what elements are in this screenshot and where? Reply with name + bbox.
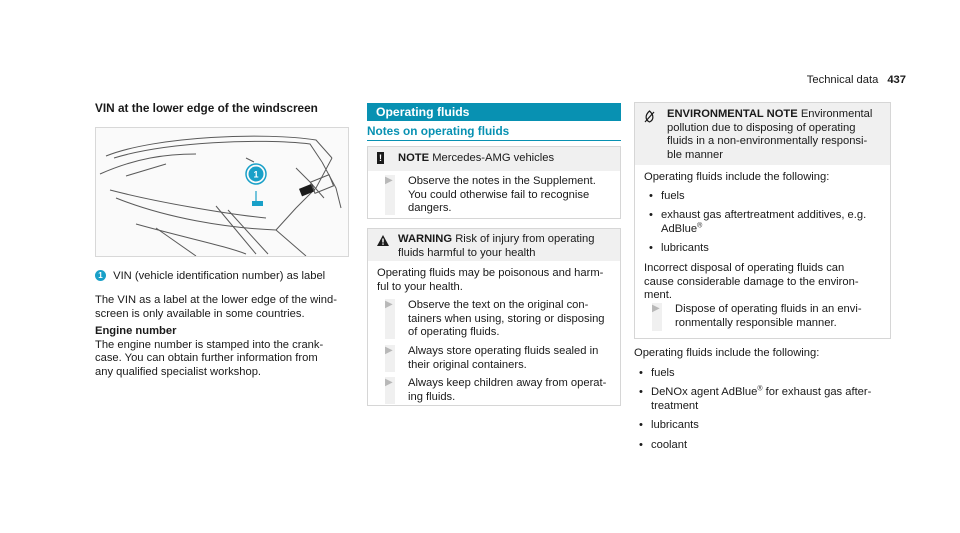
note-title: Mercedes-AMG vehicles — [432, 152, 555, 164]
text-line: Always keep children away from operat- — [408, 377, 607, 389]
windscreen-illustration — [95, 127, 349, 257]
text-line: fluids harmful to your health — [398, 246, 536, 259]
text-line: ment. — [644, 289, 672, 302]
environmental-note-box — [634, 102, 891, 339]
warning-step-2 — [408, 345, 612, 372]
text-line: ronmentally responsible manner. — [675, 316, 837, 329]
warning-triangle-icon — [377, 235, 389, 246]
environmental-title: Environmental — [800, 108, 873, 120]
environmental-intro: Operating fluids include the following: — [644, 171, 830, 183]
text-line: ble manner — [667, 148, 723, 161]
warning-step-1 — [408, 299, 612, 340]
list-item-text: lubricants — [651, 419, 699, 432]
list-item — [644, 242, 882, 256]
note-header — [368, 147, 620, 171]
list-item-text: exhaust gas aftertreatment additives, e.g. — [661, 209, 867, 222]
list-item-text: for exhaust gas after- — [765, 386, 872, 399]
text-line: pollution due to disposing of operating — [667, 121, 856, 134]
note-label: NOTE — [398, 152, 430, 164]
list-item — [634, 419, 891, 433]
vin-paragraph — [95, 294, 337, 321]
page-header — [807, 74, 906, 88]
list-item — [634, 367, 891, 381]
text-line: screen is only available in some countries. — [95, 307, 305, 320]
list-item-text: fuels — [651, 366, 675, 379]
environmental-list — [644, 190, 882, 256]
text-line: cause considerable damage to the environ- — [644, 275, 859, 288]
vin-heading: VIN at the lower edge of the windscreen — [95, 101, 318, 115]
text-line: Observe the text on the original con- — [408, 299, 589, 311]
figure-caption — [95, 270, 325, 284]
warning-header — [368, 229, 620, 261]
list-item-text: coolant — [651, 438, 688, 451]
text-line: Observe the notes in the Supplement. — [408, 175, 596, 187]
warning-intro — [377, 267, 603, 294]
warning-step-3 — [408, 377, 612, 404]
registered-mark: ® — [697, 222, 703, 230]
note-header-text — [398, 152, 554, 166]
warning-label: WARNING — [398, 233, 453, 245]
list-item-text: fuels — [661, 189, 685, 202]
warning-box — [367, 228, 621, 406]
text-line: You could otherwise fail to recognise — [408, 188, 590, 201]
list-item — [644, 190, 882, 204]
environmental-step — [675, 303, 882, 330]
text-line: of operating fluids. — [408, 326, 500, 339]
text-line: tainers when using, storing or disposing — [408, 312, 605, 325]
environmental-header-text — [667, 108, 872, 162]
step-arrow-icon: ▶ — [385, 377, 393, 388]
text-line: ing fluids. — [408, 390, 456, 403]
list-item-text: DeNOx agent AdBlue — [651, 386, 758, 399]
list-item — [644, 209, 882, 236]
text-line: The VIN as a label at the lower edge of the wind- — [95, 294, 337, 306]
text-line: any qualified specialist workshop. — [95, 365, 262, 378]
registered-mark: ® — [757, 385, 763, 393]
environmental-body — [644, 171, 882, 303]
windscreen-drawing — [96, 128, 348, 256]
step-arrow-icon: ▶ — [652, 303, 660, 314]
environmental-header — [635, 103, 890, 165]
fluids-list — [634, 367, 891, 453]
engine-number-section — [95, 325, 323, 379]
note-step — [408, 175, 612, 216]
page-section: Technical data — [806, 74, 879, 86]
text-line: Dispose of operating fluids in an envi- — [675, 303, 862, 315]
step-arrow-icon: ▶ — [385, 345, 393, 356]
text-line: The engine number is stamped into the crank- — [95, 338, 324, 351]
list-item-text: AdBlue — [661, 222, 698, 235]
notes-subtitle: Notes on operating fluids — [367, 124, 510, 138]
callout-badge: 1 — [95, 270, 106, 281]
callout-marker: 1 — [253, 169, 259, 180]
list-item — [634, 386, 891, 413]
caption-text: VIN (vehicle identification number) as label — [113, 270, 326, 282]
engine-heading: Engine number — [95, 325, 177, 337]
list-item-text: treatment — [651, 399, 699, 412]
fluids-intro: Operating fluids include the following: — [634, 347, 820, 359]
environmental-label: ENVIRONMENTAL NOTE — [667, 108, 798, 120]
text-line: ful to your health. — [377, 280, 463, 293]
operating-fluids-list-section — [634, 347, 891, 459]
operating-fluids-title-bar — [367, 103, 621, 121]
list-item-text: lubricants — [661, 242, 709, 255]
environment-leaf-icon — [644, 110, 655, 123]
warning-header-text — [398, 233, 594, 260]
section-title: Operating fluids — [376, 105, 470, 119]
page-number: 437 — [887, 74, 906, 86]
text-line: dangers. — [408, 202, 452, 215]
text-line: fluids in a non-environmentally responsi- — [667, 135, 868, 148]
divider — [367, 140, 621, 141]
list-item — [634, 439, 891, 453]
text-line: case. You can obtain further information from — [95, 352, 318, 365]
note-box — [367, 146, 621, 219]
step-arrow-icon: ▶ — [385, 175, 393, 186]
text-line: their original containers. — [408, 358, 527, 371]
warning-title: Risk of injury from operating — [455, 233, 595, 245]
text-line: Incorrect disposal of operating fluids can — [644, 261, 845, 274]
text-line: Operating fluids may be poisonous and harm- — [377, 267, 604, 279]
text-line: Always store operating fluids sealed in — [408, 345, 599, 357]
exclamation-icon: ! — [379, 153, 382, 163]
step-arrow-icon: ▶ — [385, 299, 393, 310]
